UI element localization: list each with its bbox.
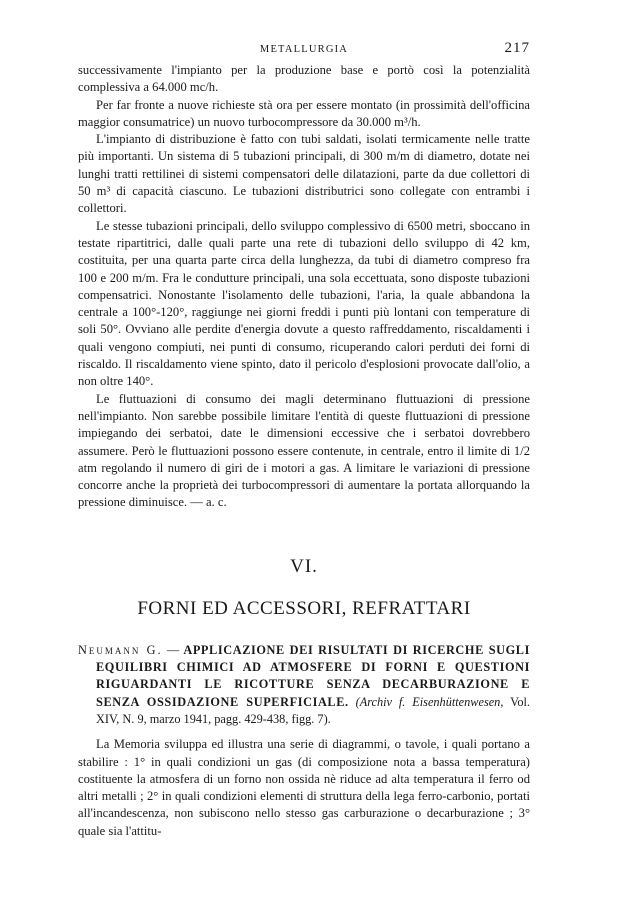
document-page <box>78 40 530 840</box>
article-heading <box>78 642 530 728</box>
article-author: Neumann G. <box>78 642 163 657</box>
article-journal: (Archiv f. Eisenhüttenwesen, <box>355 694 504 709</box>
section-title: FORNI ED ACCESSORI, REFRATTARI <box>137 597 471 619</box>
page-number: 217 <box>504 40 530 56</box>
section-number: VI. <box>290 555 318 577</box>
paragraph: Per far fronte a nuove richieste stà ora per essere montato (in prossimità dell'officina maggior consumatrice) un nuovo turbocompressore da 30.000 m³/h. <box>78 97 530 129</box>
paragraph: Le stesse tubazioni principali, dello sviluppo complessivo di 6500 metri, sboccano in testate ripartitrici, dalle quali parte una rete di tubazioni dello sviluppo di 42 km, costituita, per una quarta parte circa della lunghezza, da tubi di diametro compreso fra 100 e 200 m/m. Fra le condutture principali, una sola eccettuata, sono disposte tubazioni compensatrici. Nonostante l'isolamento delle tubazioni, l'aria, la quale abbandona la centrale a 100°-120°, raggiunge nei giorni freddi i punti più lontani con temperature di soli 50°. Ovviano alle perdite d'energia dovute a questo raffreddamento, riscaldamenti i quali vengono compiuti, nei punti di consumo, ricuperando calori perduti dei forni di riscaldo. Il riscaldamento viene spinto, dato il pericolo d'esplosioni provocate dall'olio, a non oltre 140°. <box>78 218 530 389</box>
article-dash: — <box>162 642 184 657</box>
paragraph: successivamente l'impianto per la produzione base e portò così la potenzialità complessiva a 64.000 mc/h. <box>78 63 530 95</box>
article-reference: Vol. XIV, N. 9, marzo 1941, pagg. 429-438, figg. 7). <box>96 694 530 726</box>
running-title: METALLURGIA <box>259 44 349 55</box>
running-header <box>78 40 530 62</box>
article-body: La Memoria sviluppa ed illustra una serie di diagrammi, o tavole, i quali portano a stabilire : 1° in quali condizioni un gas (di composizione nota a bassa temperatura) costituente la atmosfera di un forno non ossida nè riduce ad alta temperatura il ferro od altri metalli ; 2° in quali condizioni elementi di struttura della lega ferro-carbonio, portati all'incandescenza, non subiscono nello stesso gas carburazione o decarburazione ; 3° quale sia l'attitu- <box>78 737 530 838</box>
article-title: APPLICAZIONE DEI RISULTATI DI RICERCHE SUGLI EQUILIBRI CHIMICI AD ATMOSFERE DI FORNI E QUESTIONI RIGUARDANTI LE RICOTTURE SENZA DECARBURAZIONE E SENZA OSSIDAZIONE SUPERFICIALE. <box>96 642 530 709</box>
paragraph: Le fluttuazioni di consumo dei magli determinano fluttuazioni di pressione nell'impianto. Non sarebbe possibile limitare l'entità di queste fluttuazioni di pressione impiegando dei serbatoi, date le dimensioni eccessive che i serbatoi dovrebbero assumere. Però le fluttuazioni possono essere contenute, in centrale, entro il limite di 1/2 atm regolando il numero di giri de i motori a gas. A limitare le variazioni di pressione concorre anche la proprietà dei turbocompressori di aumentare la portata allorquando la pressione diminuisce. — a. c. <box>78 391 530 510</box>
paragraph: L'impianto di distribuzione è fatto con tubi saldati, isolati termicamente nelle tratte più importanti. Un sistema di 5 tubazioni principali, di 300 m/m di diametro, dotate nei lunghi tratti rettilinei di sistemi compensatori delle dilatazioni, parte da due collettori di 50 m³ di capacità ciascuno. Le tubazioni distributrici sono collegate con entrambi i collettori. <box>78 132 530 216</box>
